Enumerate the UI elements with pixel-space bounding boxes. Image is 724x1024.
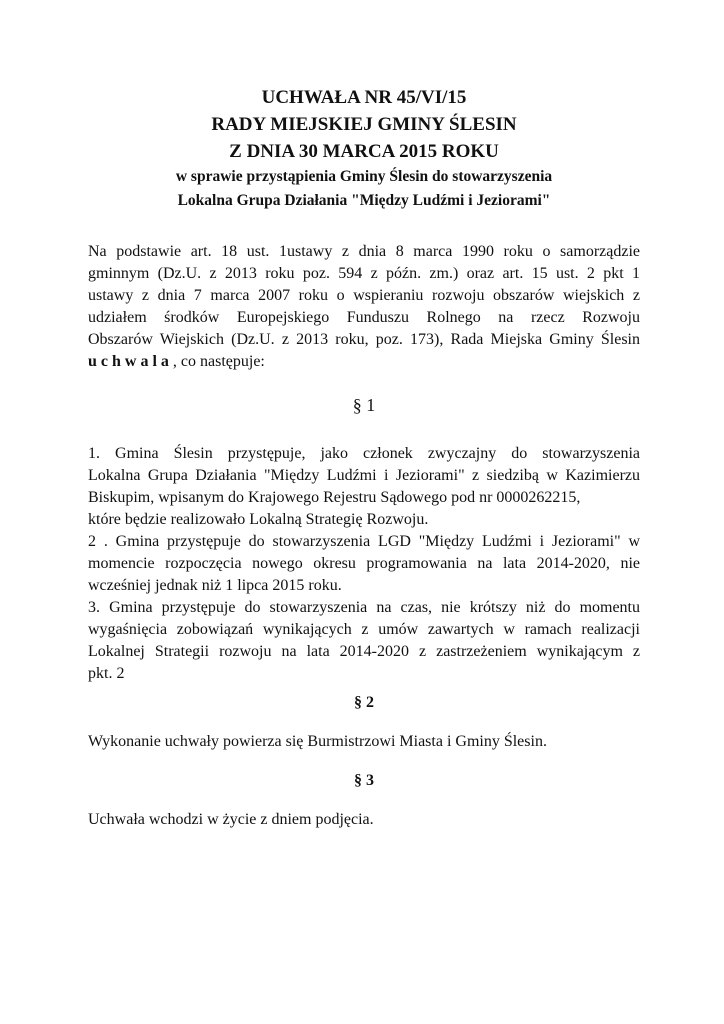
section-1-item-1-line: Lokalna Grupa Działania "Między Ludźmi i Jeziorami" z siedzibą w Kazimierzu: [88, 467, 640, 484]
legal-basis-line: gminnym (Dz.U. z 2013 roku poz. 594 z późn. zm.) oraz art. 15 ust. 2 pkt 1: [88, 265, 640, 282]
section-1-item-1-line: 1. Gmina Ślesin przystępuje, jako członek zwyczajny do stowarzyszenia: [88, 445, 640, 462]
section-1-item-2-line: momencie rozpoczęcia nowego okresu programowania na lata 2014-2020, nie: [88, 555, 640, 572]
section-1-item-3-line: Lokalnej Strategii rozwoju na lata 2014-2020 z zastrzeżeniem wynikającym z: [88, 643, 640, 660]
resolution-number: UCHWAŁA NR 45/VI/15: [261, 87, 467, 108]
section-1-item-3-line: wygaśnięcia zobowiązań wynikających z umów zawartych w ramach realizacji: [88, 621, 640, 638]
section-1-content: [88, 443, 640, 685]
legal-basis-paragraph: [88, 241, 640, 373]
legal-basis-line: Obszarów Wiejskich (Dz.U. z 2013 roku, poz. 173), Rada Miejska Gminy Ślesin: [88, 331, 640, 348]
legal-basis-line: udziałem środków Europejskiego Funduszu Rolnego na rzecz Rozwoju: [88, 309, 640, 326]
resolves-rest: , co następuje:: [168, 353, 265, 370]
section-1-item-3-line: 3. Gmina przystępuje do stowarzyszenia na czas, nie krótszy niż do momentu: [88, 599, 640, 616]
section-2-text: Wykonanie uchwały powierza się Burmistrzowi Miasta i Gminy Ślesin.: [88, 733, 547, 750]
section-3-mark: § 3: [354, 772, 374, 789]
document-header: [88, 84, 640, 213]
section-2-mark: § 2: [354, 694, 374, 711]
legal-basis-line: Na podstawie art. 18 ust. 1ustawy z dnia 8 marca 1990 roku o samorządzie: [88, 243, 640, 260]
resolves-line: [88, 351, 640, 373]
section-3-text: Uchwała wchodzi w życie z dniem podjęcia.: [88, 811, 374, 828]
document-page: [88, 84, 640, 831]
legal-basis-line: ustawy z dnia 7 marca 2007 roku o wspieraniu rozwoju obszarów wiejskich z: [88, 287, 640, 304]
section-1-item-2-line: 2 . Gmina przystępuje do stowarzyszenia LGD "Między Ludźmi i Jeziorami" w: [88, 533, 640, 550]
section-1-mark: § 1: [352, 395, 376, 415]
resolution-subject-line-2: Lokalna Grupa Działania "Między Ludźmi i Jeziorami": [177, 192, 551, 209]
section-1-item-1-line: Biskupim, wpisanym do Krajowego Rejestru Sądowego pod nr 0000262215,: [88, 489, 581, 506]
section-1-item-2-line: wcześniej jednak niż 1 lipca 2015 roku.: [88, 577, 342, 594]
issuing-body: RADY MIEJSKIEJ GMINY ŚLESIN: [211, 114, 517, 135]
section-1-item-1-line: które będzie realizowało Lokalną Strategię Rozwoju.: [88, 511, 429, 528]
resolution-subject-line-1: w sprawie przystąpienia Gminy Ślesin do stowarzyszenia: [175, 168, 553, 185]
resolution-date: Z DNIA 30 MARCA 2015 ROKU: [229, 141, 499, 162]
section-1-item-3-line: pkt. 2: [88, 665, 125, 682]
resolves-word: u c h w a l a: [88, 353, 169, 370]
